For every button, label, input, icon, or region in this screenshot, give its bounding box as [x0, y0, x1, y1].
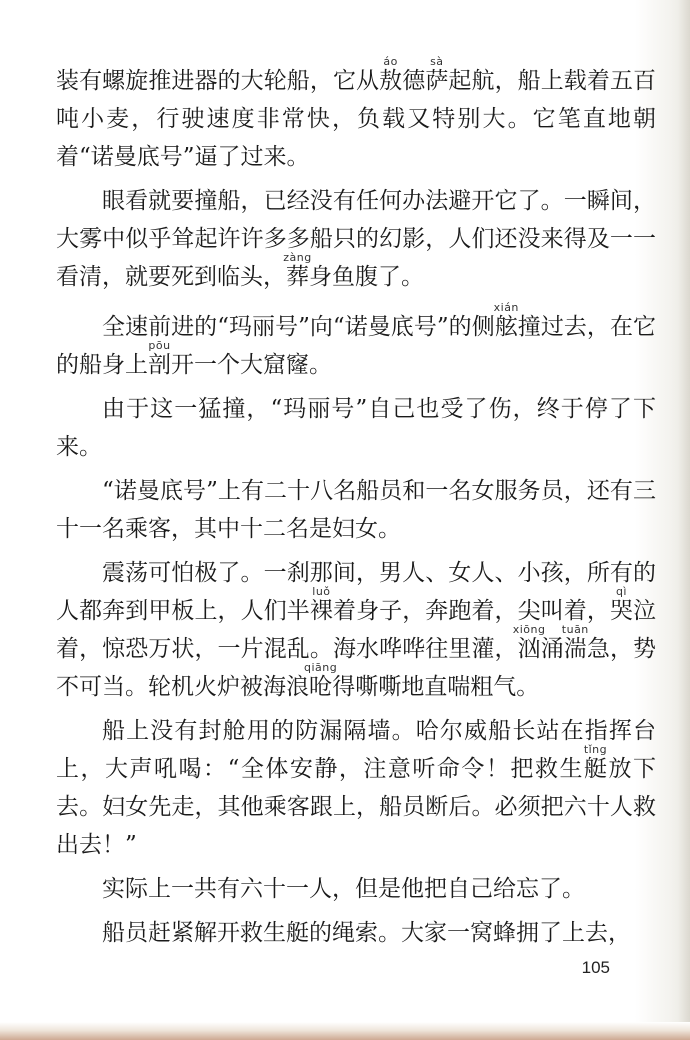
text-run: 着身子，奔跑着，尖叫着，: [332, 598, 610, 624]
page-fold-shadow: [678, 0, 690, 1040]
pinyin-label: zàng: [283, 251, 312, 264]
text-run: 身鱼腹了。: [309, 264, 424, 290]
pinyin-annotated-character: [283, 251, 312, 290]
paragraph: [56, 390, 656, 466]
pinyin-annotated-character: [304, 661, 338, 700]
pinyin-label: tǐng: [583, 743, 608, 756]
pinyin-annotated-character: [309, 585, 333, 624]
annotated-character: 裸: [309, 598, 333, 624]
text-run: 放下去。妇女先走，其他乘客跟上，船员断后。必须把六十人救出去！”: [56, 756, 656, 858]
annotated-character: 葬: [283, 264, 312, 290]
annotated-character: 萨: [425, 68, 449, 94]
paragraph: [56, 870, 656, 908]
pinyin-annotated-character: [609, 585, 634, 624]
text-run: 实际上一共有六十一人，但是他把自己给忘了。: [102, 876, 585, 902]
paragraph: [56, 182, 656, 296]
annotated-character: 剖: [148, 352, 171, 378]
paragraph: [56, 914, 656, 952]
text-run: 开一个大窟窿。: [171, 352, 332, 378]
pinyin-label: qì: [609, 585, 633, 598]
annotated-character: 舷: [493, 314, 519, 340]
pinyin-annotated-character: [379, 55, 403, 94]
pinyin-label: luǒ: [309, 585, 333, 598]
text-run: 撞过去，在它的船身上: [56, 314, 656, 378]
annotated-character: 呛: [304, 674, 338, 700]
text-run: 全速前进的“玛丽号”向“诺曼底号”的侧: [102, 314, 495, 340]
text-run: 涌: [540, 636, 564, 662]
pinyin-annotated-character: [583, 743, 608, 782]
pinyin-label: sà: [425, 55, 449, 68]
text-run: 眼看就要撞船，已经没有任何办法避开它了。一瞬间，大雾中似乎耸起许许多多船只的幻影，人们还没来得及一一看清，就要死到临头，: [56, 188, 656, 290]
text-run: 装有螺旋推进器的大轮船，它从: [56, 68, 380, 94]
text-run: 起航，船上载着五百吨小麦，行驶速度非常快，负载又特别大。它笔直地朝着“诺曼底号”逼了过来。: [56, 68, 657, 170]
annotated-character: 湍: [561, 636, 589, 662]
pinyin-label: qiāng: [304, 661, 338, 674]
pinyin-annotated-character: [148, 339, 171, 378]
pinyin-label: xián: [493, 301, 519, 314]
paragraph: [56, 472, 656, 548]
annotated-character: 敖: [379, 68, 403, 94]
text-run: 船员赶紧解开救生艇的绳索。大家一窝蜂拥了上去，: [102, 920, 631, 946]
page-bottom-edge: [0, 1022, 690, 1040]
pinyin-label: xiōng: [512, 623, 546, 636]
pinyin-label: áo: [379, 55, 403, 68]
paragraph: [56, 302, 656, 384]
text-run: 急，势不可当。轮机火炉被海浪: [56, 636, 657, 700]
text-run: 由于这一猛撞，“玛丽号”自己也受了伤，终于停了下来。: [56, 396, 656, 460]
pinyin-label: tuān: [561, 623, 589, 636]
annotated-character: 哭: [609, 598, 634, 624]
paragraph: [56, 56, 656, 176]
text-run: “诺曼底号”上有二十八名船员和一名女服务员，还有三十一名乘客，其中十二名是妇女。: [56, 478, 656, 542]
pinyin-annotated-character: [425, 55, 449, 94]
text-run: 船上没有封舱用的防漏隔墙。哈尔威船长站在指挥台上，大声吼喝：“全体安静，注意听命令！把救生: [56, 718, 656, 782]
annotated-character: 艇: [583, 756, 608, 782]
pinyin-annotated-character: [493, 301, 519, 340]
page-number: 105: [581, 958, 610, 977]
body-text: [56, 56, 656, 958]
text-run: 泣着，惊恐万状，一片混乱。海水哗哗往里灌，: [56, 598, 657, 662]
pinyin-annotated-character: [561, 623, 589, 662]
text-run: 德: [402, 68, 426, 94]
pinyin-annotated-character: [512, 623, 546, 662]
text-run: 得嘶嘶地直喘粗气。: [332, 674, 540, 700]
annotated-character: 汹: [512, 636, 546, 662]
pinyin-label: pōu: [148, 339, 171, 352]
text-run: 震荡可怕极了。一刹那间，男人、女人、小孩，所有的人都奔到甲板上，人们半: [56, 560, 656, 624]
paragraph: [56, 554, 656, 706]
paragraph: [56, 712, 656, 864]
